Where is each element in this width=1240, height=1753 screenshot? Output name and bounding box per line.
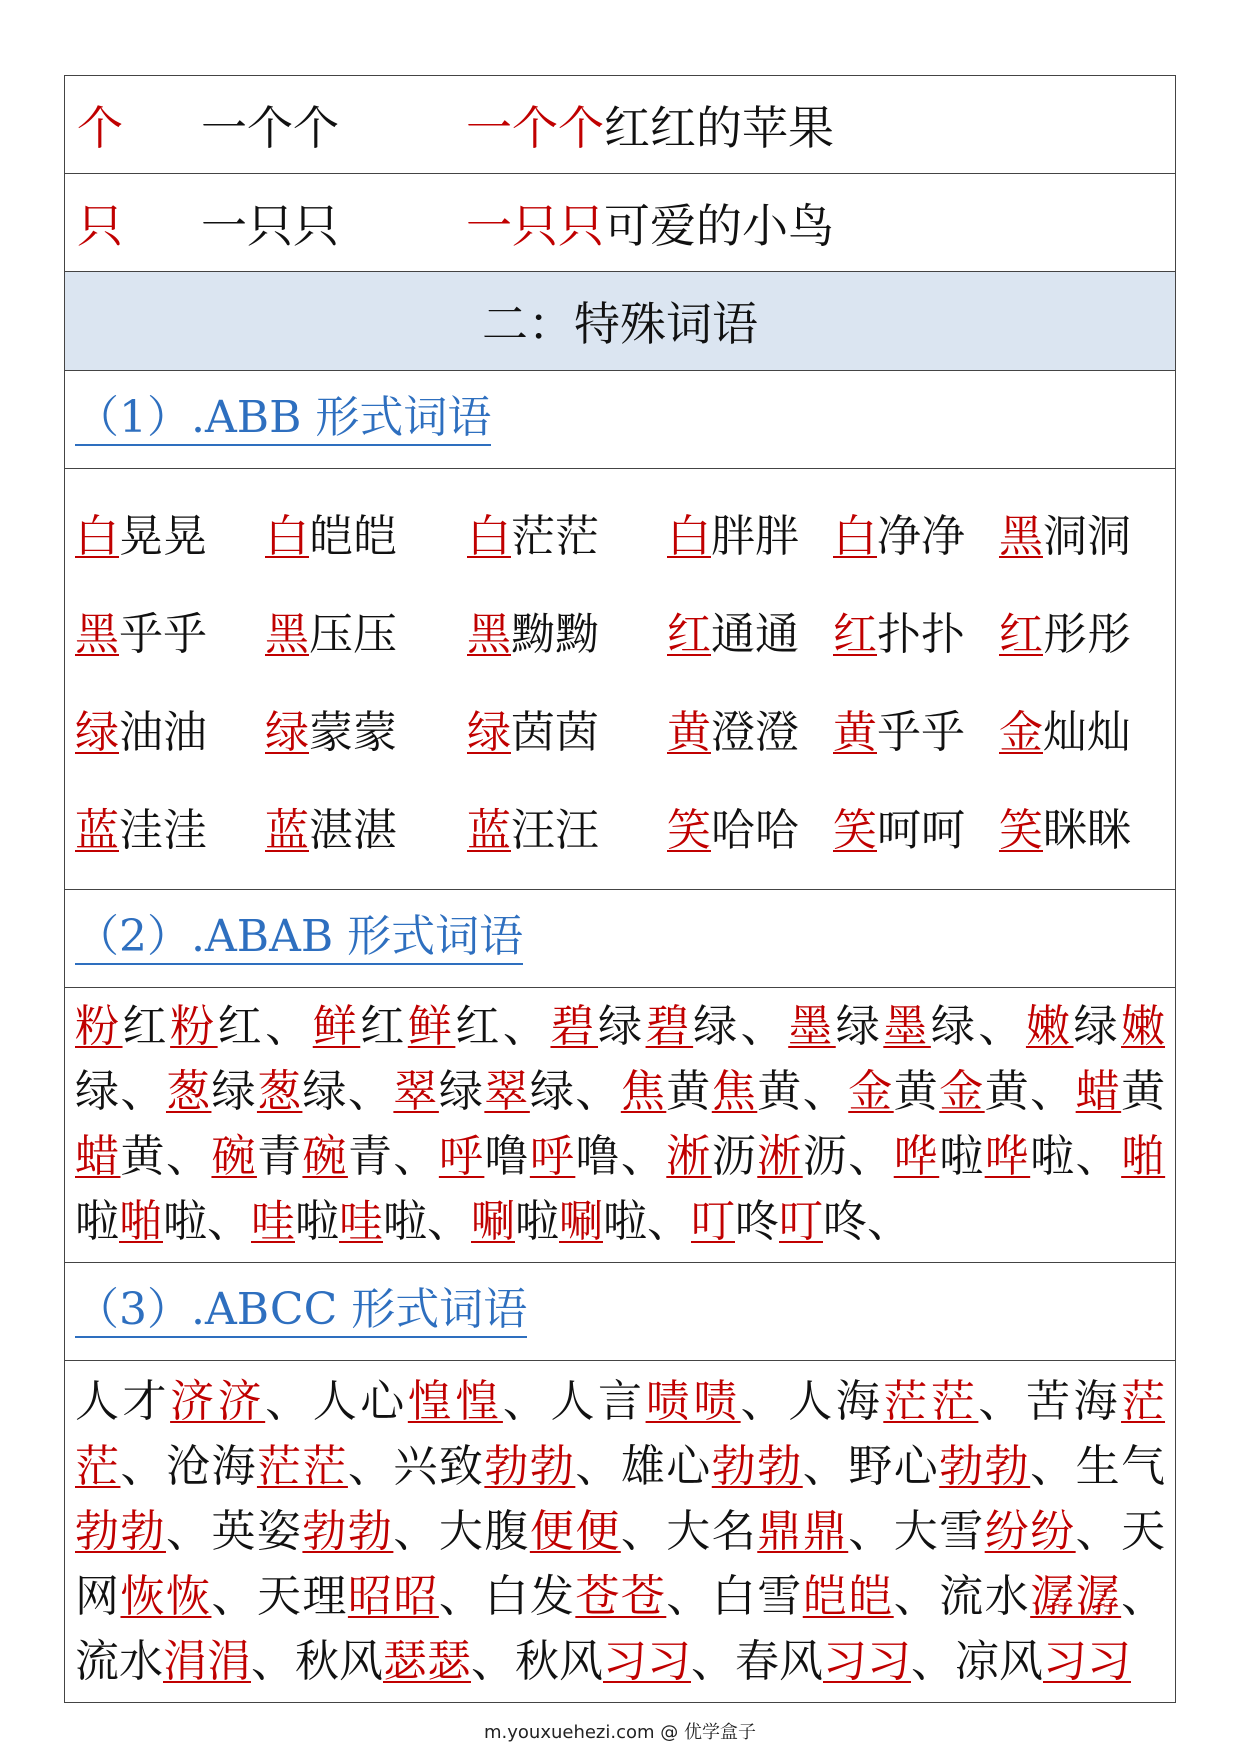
abb-word-tail: 晃晃 bbox=[119, 511, 207, 562]
abb-word-head: 红 bbox=[833, 609, 877, 660]
abb-word bbox=[999, 598, 1131, 662]
abb-word-tail: 澄澄 bbox=[711, 707, 799, 758]
abb-word-head: 白 bbox=[667, 511, 711, 562]
abcc-word-ab: 雄心 bbox=[620, 1441, 712, 1492]
abab-word-a: 嫩 bbox=[1121, 1001, 1166, 1052]
abab-word-a: 葱 bbox=[165, 1066, 212, 1117]
abb-word-tail: 净净 bbox=[877, 511, 965, 562]
abcc-word-cc: 勃勃 bbox=[939, 1441, 1031, 1492]
abcc-word-ab: 流水 bbox=[75, 1636, 163, 1687]
abb-word-tail: 乎乎 bbox=[119, 609, 207, 660]
abab-word-a: 焦 bbox=[620, 1066, 667, 1117]
separator: 、 bbox=[347, 1441, 394, 1492]
separator: 、 bbox=[438, 1571, 485, 1622]
abb-word-head: 黑 bbox=[265, 609, 309, 660]
abab-word-a: 呼 bbox=[438, 1131, 485, 1182]
section-title: 二：特殊词语 bbox=[482, 297, 758, 351]
abcc-word-ab: 天理 bbox=[256, 1571, 348, 1622]
abab-word-a: 哇 bbox=[251, 1196, 295, 1247]
abab-word-b: 啦 bbox=[603, 1196, 647, 1247]
abb-word-tail: 茫茫 bbox=[511, 511, 599, 562]
separator: 、 bbox=[740, 1376, 789, 1427]
abab-word-b: 绿 bbox=[529, 1066, 576, 1117]
abb-word bbox=[833, 794, 999, 858]
separator: 、 bbox=[978, 1376, 1026, 1427]
abcc-word-ab: 凉风 bbox=[955, 1636, 1043, 1687]
abb-word-head: 蓝 bbox=[75, 805, 119, 856]
separator: 、 bbox=[575, 1066, 621, 1117]
abb-row bbox=[75, 679, 1175, 777]
abab-word-b: 黄 bbox=[984, 1066, 1031, 1117]
abcc-word-ab: 人才 bbox=[75, 1376, 171, 1427]
abab-word-b: 咚 bbox=[823, 1196, 867, 1247]
abb-word bbox=[667, 794, 833, 858]
abab-word-a: 葱 bbox=[256, 1066, 303, 1117]
abb-word bbox=[999, 696, 1131, 760]
abab-word-a: 啪 bbox=[119, 1196, 163, 1247]
abcc-word-ab: 白发 bbox=[484, 1571, 576, 1622]
repeat-word: 一只只 bbox=[201, 198, 339, 253]
abab-word-a: 淅 bbox=[666, 1131, 712, 1182]
abab-word-list bbox=[65, 988, 1175, 1263]
abb-word-tail: 湛湛 bbox=[309, 805, 397, 856]
abb-word bbox=[75, 794, 265, 858]
abb-word-head: 笑 bbox=[999, 805, 1043, 856]
footer-watermark: m.youxuehezi.com @ 优学盒子 bbox=[483, 1722, 756, 1743]
abab-word-a: 碧 bbox=[645, 1001, 694, 1052]
abab-word-b: 绿 bbox=[598, 1001, 646, 1052]
abab-word-a: 碧 bbox=[550, 1001, 599, 1052]
abab-word-a: 墨 bbox=[883, 1001, 931, 1052]
abab-word-a: 鲜 bbox=[407, 1001, 456, 1052]
abab-word-a: 粉 bbox=[75, 1001, 123, 1052]
abab-word-b: 红 bbox=[360, 1001, 408, 1052]
separator: 、 bbox=[666, 1571, 712, 1622]
abcc-word-cc: 皑皑 bbox=[802, 1571, 894, 1622]
abb-word bbox=[467, 696, 667, 760]
abab-word-b: 红 bbox=[217, 1001, 266, 1052]
separator: 、 bbox=[1121, 1571, 1166, 1622]
example-phrase-rest: 红红的苹果 bbox=[604, 100, 834, 155]
abb-word-tail: 油油 bbox=[119, 707, 207, 758]
abab-word-a: 鲜 bbox=[312, 1001, 361, 1052]
abab-word-b: 绿 bbox=[438, 1066, 485, 1117]
abb-word bbox=[265, 598, 467, 662]
repeat-word: 一个个 bbox=[201, 100, 339, 155]
abab-word-a: 碗 bbox=[302, 1131, 348, 1182]
abab-word-b: 啦 bbox=[1030, 1131, 1076, 1182]
separator: 、 bbox=[120, 1066, 166, 1117]
measure-word-row bbox=[65, 76, 1175, 174]
abab-word-b: 噜 bbox=[575, 1131, 621, 1182]
separator: 、 bbox=[1075, 1506, 1122, 1557]
abab-word-a: 呼 bbox=[529, 1131, 576, 1182]
abab-word-a: 翠 bbox=[484, 1066, 530, 1117]
abab-word-b: 咚 bbox=[735, 1196, 779, 1247]
abab-word-a: 哇 bbox=[339, 1196, 383, 1247]
abcc-word-cc: 勃勃 bbox=[711, 1441, 803, 1492]
abcc-title: （3）.ABCC 形式词语 bbox=[75, 1285, 527, 1338]
abcc-word-ab: 天网 bbox=[75, 1506, 1166, 1622]
abb-word-tail: 彤彤 bbox=[1043, 609, 1131, 660]
abcc-word-cc: 习习 bbox=[603, 1636, 691, 1687]
abb-word-tail: 洼洼 bbox=[119, 805, 207, 856]
abb-word-head: 绿 bbox=[75, 707, 119, 758]
abcc-word-cc: 昭昭 bbox=[347, 1571, 439, 1622]
abcc-word-cc: 啧啧 bbox=[645, 1376, 741, 1427]
abab-word-a: 翠 bbox=[393, 1066, 439, 1117]
abb-word-head: 金 bbox=[999, 707, 1043, 758]
abab-word-b: 黄 bbox=[120, 1131, 166, 1182]
abcc-word-list bbox=[65, 1361, 1175, 1702]
separator: 、 bbox=[211, 1571, 257, 1622]
abcc-word-cc: 潺潺 bbox=[1030, 1571, 1122, 1622]
abab-word-b: 绿 bbox=[835, 1001, 884, 1052]
abb-word-head: 白 bbox=[467, 511, 511, 562]
abb-word bbox=[75, 598, 265, 662]
measure-word-row bbox=[65, 174, 1175, 272]
measure-word: 只 bbox=[77, 198, 123, 253]
abb-word-head: 蓝 bbox=[467, 805, 511, 856]
abb-word-tail: 蒙蒙 bbox=[309, 707, 397, 758]
abab-word-a: 碗 bbox=[211, 1131, 257, 1182]
abb-word-tail: 压压 bbox=[309, 609, 397, 660]
abb-word bbox=[999, 794, 1131, 858]
abab-word-a: 唰 bbox=[471, 1196, 515, 1247]
abcc-word-cc: 勃勃 bbox=[302, 1506, 394, 1557]
abcc-word-cc: 勃勃 bbox=[484, 1441, 576, 1492]
separator: 、 bbox=[265, 1376, 313, 1427]
separator: 、 bbox=[120, 1441, 166, 1492]
abab-word-b: 青 bbox=[347, 1131, 394, 1182]
abcc-word-cc: 习习 bbox=[823, 1636, 911, 1687]
abab-word-a: 啪 bbox=[1121, 1131, 1166, 1182]
abb-word-tail: 呵呵 bbox=[877, 805, 965, 856]
abb-word-tail: 灿灿 bbox=[1043, 707, 1131, 758]
separator: 、 bbox=[802, 1441, 849, 1492]
abab-word-a: 墨 bbox=[788, 1001, 836, 1052]
abcc-word-ab: 流水 bbox=[939, 1571, 1031, 1622]
abb-word-head: 绿 bbox=[467, 707, 511, 758]
separator: 、 bbox=[427, 1196, 471, 1247]
abcc-word-ab: 白雪 bbox=[711, 1571, 803, 1622]
separator: 、 bbox=[165, 1506, 212, 1557]
abb-word bbox=[833, 696, 999, 760]
abab-word-b: 啦 bbox=[163, 1196, 207, 1247]
abb-word-head: 蓝 bbox=[265, 805, 309, 856]
abab-word-a: 叮 bbox=[779, 1196, 823, 1247]
abb-word-head: 黑 bbox=[999, 511, 1043, 562]
abab-word-b: 绿 bbox=[302, 1066, 348, 1117]
abcc-word-cc: 鼎鼎 bbox=[757, 1506, 849, 1557]
abab-word-b: 绿 bbox=[1073, 1001, 1122, 1052]
separator: 、 bbox=[978, 1001, 1026, 1052]
separator: 、 bbox=[740, 1001, 789, 1052]
abb-word bbox=[667, 500, 833, 564]
abb-word bbox=[999, 500, 1131, 564]
abcc-word-ab: 大腹 bbox=[438, 1506, 530, 1557]
abb-word bbox=[467, 598, 667, 662]
abb-word-tail: 洞洞 bbox=[1043, 511, 1131, 562]
separator: 、 bbox=[867, 1196, 911, 1247]
abb-word-head: 黄 bbox=[833, 707, 877, 758]
abb-word-tail: 乎乎 bbox=[877, 707, 965, 758]
abb-word-tail: 皑皑 bbox=[309, 511, 397, 562]
abb-word-head: 笑 bbox=[833, 805, 877, 856]
abab-word-b: 黄 bbox=[1121, 1066, 1166, 1117]
abab-word-b: 啦 bbox=[295, 1196, 339, 1247]
abb-word bbox=[833, 500, 999, 564]
abab-word-a: 焦 bbox=[711, 1066, 758, 1117]
abb-word-tail: 黝黝 bbox=[511, 609, 599, 660]
abab-word-b: 沥 bbox=[802, 1131, 849, 1182]
separator: 、 bbox=[647, 1196, 691, 1247]
abcc-word-ab: 秋风 bbox=[295, 1636, 383, 1687]
abab-word-b: 青 bbox=[256, 1131, 303, 1182]
abab-title: （2）.ABAB 形式词语 bbox=[75, 912, 523, 965]
abb-word bbox=[265, 500, 467, 564]
separator: 、 bbox=[1030, 1066, 1076, 1117]
abab-word-b: 黄 bbox=[893, 1066, 940, 1117]
abb-word-tail: 汪汪 bbox=[511, 805, 599, 856]
abab-word-a: 金 bbox=[939, 1066, 985, 1117]
abab-word-b: 黄 bbox=[757, 1066, 803, 1117]
abab-word-a: 蜡 bbox=[75, 1131, 121, 1182]
abab-word-b: 黄 bbox=[666, 1066, 712, 1117]
abab-word-a: 蜡 bbox=[1075, 1066, 1122, 1117]
abcc-word-ab: 人心 bbox=[312, 1376, 408, 1427]
abcc-word-ab: 苦海 bbox=[1025, 1376, 1122, 1427]
abb-word bbox=[667, 696, 833, 760]
abb-word-tail: 眯眯 bbox=[1043, 805, 1131, 856]
abb-word-head: 白 bbox=[75, 511, 119, 562]
abb-row bbox=[75, 581, 1175, 679]
abb-word-head: 笑 bbox=[667, 805, 711, 856]
abb-word-head: 白 bbox=[833, 511, 877, 562]
separator: 、 bbox=[1030, 1441, 1076, 1492]
abb-word-tail: 通通 bbox=[711, 609, 799, 660]
abcc-word-ab: 秋风 bbox=[515, 1636, 603, 1687]
abb-word-head: 红 bbox=[999, 609, 1043, 660]
abb-word-tail: 胖胖 bbox=[711, 511, 799, 562]
abab-word-a: 粉 bbox=[170, 1001, 218, 1052]
separator: 、 bbox=[393, 1506, 439, 1557]
abb-word-head: 绿 bbox=[265, 707, 309, 758]
example-phrase bbox=[466, 190, 834, 256]
abab-word-b: 沥 bbox=[711, 1131, 758, 1182]
separator: 、 bbox=[207, 1196, 251, 1247]
abab-word-b: 啦 bbox=[939, 1131, 985, 1182]
abb-word-head: 黑 bbox=[75, 609, 119, 660]
abcc-word-cc: 茫茫 bbox=[256, 1441, 348, 1492]
separator: 、 bbox=[1075, 1131, 1122, 1182]
abab-word-b: 绿 bbox=[693, 1001, 741, 1052]
abcc-word-cc: 茫茫 bbox=[75, 1376, 1166, 1492]
abab-word-b: 啦 bbox=[515, 1196, 559, 1247]
abab-word-a: 哗 bbox=[984, 1131, 1031, 1182]
separator: 、 bbox=[471, 1636, 515, 1687]
abab-word-b: 红 bbox=[455, 1001, 503, 1052]
example-phrase bbox=[466, 92, 834, 158]
example-phrase-rest: 可爱的小鸟 bbox=[604, 198, 834, 253]
abb-word-head: 白 bbox=[265, 511, 309, 562]
abcc-word-cc: 惶惶 bbox=[407, 1376, 503, 1427]
abcc-word-ab: 野心 bbox=[848, 1441, 940, 1492]
separator: 、 bbox=[393, 1131, 439, 1182]
abcc-word-ab: 沧海 bbox=[165, 1441, 257, 1492]
abb-word bbox=[75, 696, 265, 760]
abcc-word-ab: 生气 bbox=[1075, 1441, 1166, 1492]
abcc-word-ab: 兴致 bbox=[393, 1441, 485, 1492]
abab-word-a: 金 bbox=[848, 1066, 894, 1117]
abb-word bbox=[265, 696, 467, 760]
separator: 、 bbox=[802, 1066, 849, 1117]
separator: 、 bbox=[691, 1636, 735, 1687]
abb-word-head: 黑 bbox=[467, 609, 511, 660]
abab-word-a: 淅 bbox=[757, 1131, 803, 1182]
abb-word-tail: 茵茵 bbox=[511, 707, 599, 758]
abcc-word-ab: 人海 bbox=[788, 1376, 884, 1427]
abcc-word-cc: 恢恢 bbox=[120, 1571, 212, 1622]
abcc-word-cc: 勃勃 bbox=[75, 1506, 166, 1557]
abb-row bbox=[75, 777, 1175, 875]
abcc-word-cc: 瑟瑟 bbox=[383, 1636, 471, 1687]
abcc-word-cc: 茫茫 bbox=[883, 1376, 979, 1427]
abcc-word-ab: 人言 bbox=[550, 1376, 646, 1427]
abcc-word-cc: 便便 bbox=[529, 1506, 621, 1557]
separator: 、 bbox=[620, 1506, 667, 1557]
abab-word-a: 哗 bbox=[893, 1131, 940, 1182]
abb-word bbox=[467, 500, 667, 564]
abcc-word-cc: 纷纷 bbox=[984, 1506, 1076, 1557]
abb-word bbox=[467, 794, 667, 858]
abab-word-b: 啦 bbox=[75, 1196, 119, 1247]
abb-row bbox=[75, 483, 1175, 581]
abcc-word-cc: 济济 bbox=[170, 1376, 266, 1427]
abcc-subheader bbox=[65, 1263, 1175, 1361]
abb-word bbox=[75, 500, 265, 564]
separator: 、 bbox=[848, 1131, 894, 1182]
abab-subheader bbox=[65, 890, 1175, 988]
abab-word-b: 绿 bbox=[75, 1066, 121, 1117]
abab-word-b: 噜 bbox=[484, 1131, 530, 1182]
abcc-word-ab: 英姿 bbox=[211, 1506, 303, 1557]
separator: 、 bbox=[347, 1066, 394, 1117]
example-phrase-highlight: 一个个 bbox=[466, 100, 604, 155]
abb-word-grid bbox=[65, 469, 1175, 890]
abb-word-tail: 扑扑 bbox=[877, 609, 965, 660]
abab-word-a: 叮 bbox=[691, 1196, 735, 1247]
abcc-word-cc: 苍苍 bbox=[575, 1571, 667, 1622]
abab-word-a: 唰 bbox=[559, 1196, 603, 1247]
separator: 、 bbox=[620, 1131, 667, 1182]
abcc-word-ab: 大名 bbox=[666, 1506, 758, 1557]
abcc-word-ab: 春风 bbox=[735, 1636, 823, 1687]
abb-word bbox=[265, 794, 467, 858]
separator: 、 bbox=[575, 1441, 621, 1492]
abab-word-a: 嫩 bbox=[1025, 1001, 1074, 1052]
abb-word-tail: 哈哈 bbox=[711, 805, 799, 856]
separator: 、 bbox=[893, 1571, 940, 1622]
separator: 、 bbox=[911, 1636, 955, 1687]
abcc-word-cc: 涓涓 bbox=[163, 1636, 251, 1687]
abcc-word-ab: 大雪 bbox=[893, 1506, 985, 1557]
abcc-word-cc: 习习 bbox=[1043, 1636, 1131, 1687]
abb-subheader bbox=[65, 371, 1175, 469]
separator: 、 bbox=[502, 1001, 551, 1052]
section-header bbox=[65, 272, 1175, 371]
abab-word-b: 红 bbox=[122, 1001, 171, 1052]
separator: 、 bbox=[502, 1376, 551, 1427]
separator: 、 bbox=[251, 1636, 295, 1687]
abb-word-head: 黄 bbox=[667, 707, 711, 758]
abab-word-b: 绿 bbox=[930, 1001, 979, 1052]
separator: 、 bbox=[165, 1131, 212, 1182]
abb-word-head: 红 bbox=[667, 609, 711, 660]
example-phrase-highlight: 一只只 bbox=[466, 198, 604, 253]
abb-word bbox=[667, 598, 833, 662]
abb-word bbox=[833, 598, 999, 662]
separator: 、 bbox=[848, 1506, 894, 1557]
separator: 、 bbox=[265, 1001, 313, 1052]
measure-word: 个 bbox=[77, 100, 123, 155]
abab-word-b: 啦 bbox=[383, 1196, 427, 1247]
vocabulary-table bbox=[64, 75, 1176, 1703]
abab-word-b: 绿 bbox=[211, 1066, 257, 1117]
abb-title: （1）.ABB 形式词语 bbox=[75, 393, 491, 446]
